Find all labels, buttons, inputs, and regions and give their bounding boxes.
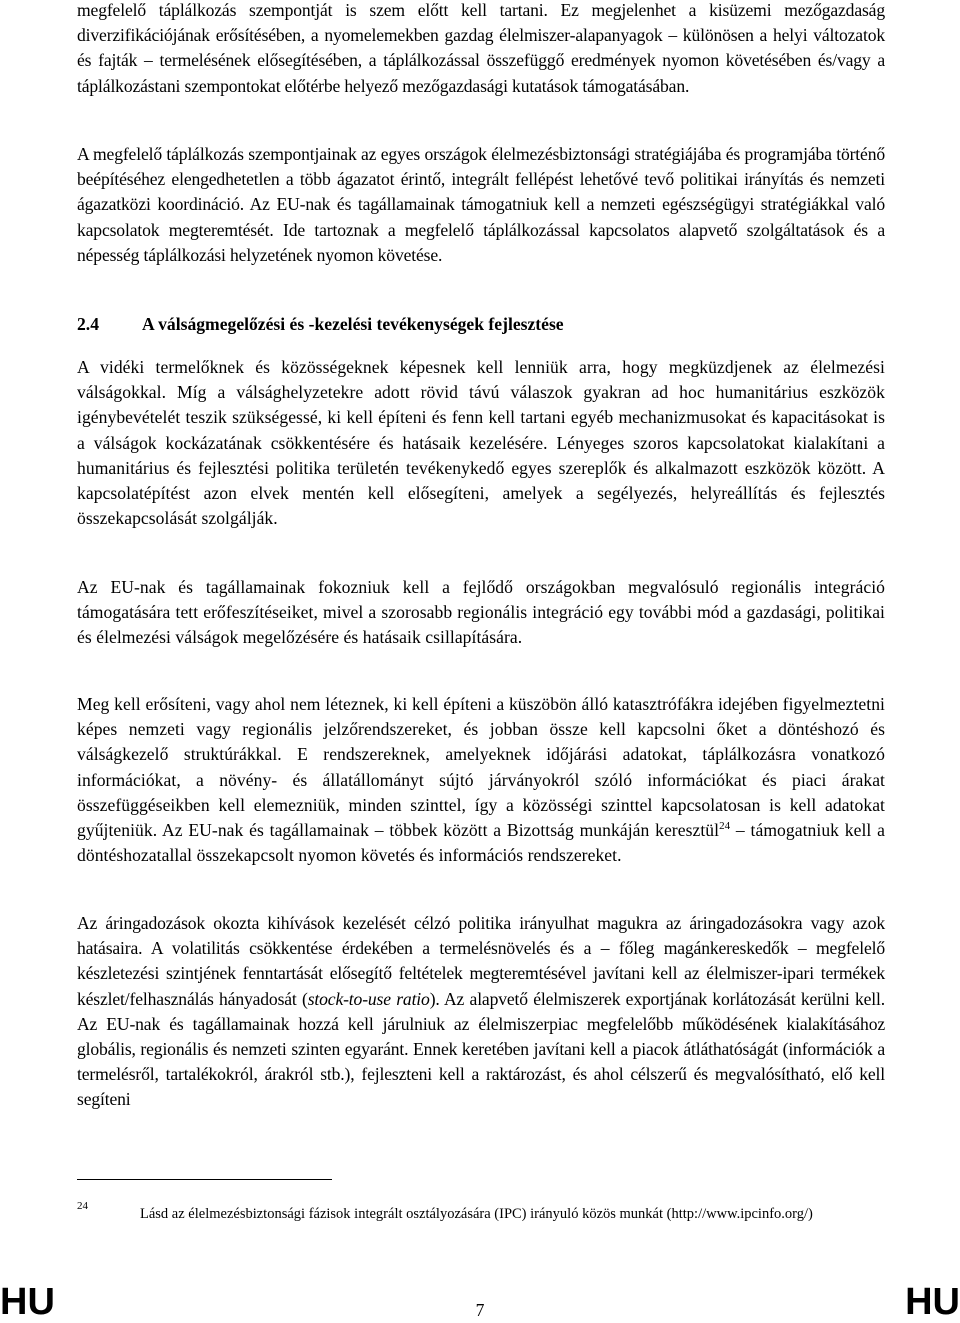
section-heading	[77, 312, 885, 337]
paragraph-regional-integration: Az EU-nak és tagállamainak fokozniuk kell a fejlődő országokban megvalósuló regionális integráció támogatására tett erőfeszítéseiket, mivel a szorosabb regionális integráció egy további mód a gazdasági, politikai és élelmezési válságok megelőzésére és hatásaik csillapítására.	[77, 577, 885, 648]
language-code-right: HU	[905, 1281, 960, 1323]
paragraph-price-volatility	[77, 911, 885, 1113]
footnote-text: Lásd az élelmezésbiztonsági fázisok integrált osztályozására (IPC) irányuló közös munkát (http://www.ipcinfo.org/)	[140, 1206, 813, 1222]
paragraph-text: ). Az alapvető élelmiszerek exportjának korlátozását kerülni kell. Az EU-nak és tagállamainak hozzá kell járulniuk az élelmiszerpiac megfelelőbb működésének kialakításához globális, regionális és nemzeti szinten egyaránt. Ennek keretében javítani kell a piacok átláthatóságát (információk a termelésről, tartalékokról, árakról stb.), fejleszteni kell a raktározást, és ahol célszerű és megvalósítható, elő kell segíteni	[77, 988, 886, 1110]
footnote-reference[interactable]: 24	[719, 820, 731, 833]
section-title: A válságmegelőzési és -kezelési tevékenységek fejlesztése	[142, 314, 564, 334]
page-number: 7	[475, 1300, 485, 1320]
language-code-left: HU	[0, 1281, 55, 1323]
paragraph-text: Meg kell erősíteni, vagy ahol nem léteznek, ki kell építeni a küszöbön álló katasztrófákra idejében figyelmeztetni képes nemzeti vagy regionális jelzőrendszereket, és jobban össze kell kapcsolni őket a döntéshozó és válságkezelő struktúrákkal. E rendszereknek, amelyeknek időjárási adatokat, táplálkozásra vonatkozó információkat, a növény- és állatállományt sújtó járványokról szóló információkat és piaci árakat összefüggéseikben kell elemezniük, minden szinttel, így a közösségi szinttel kapcsolatosan is kell adatokat gyűjteniük. Az EU-nak és tagállamainak – többek között a Bizottság munkáján keresztül	[77, 694, 885, 841]
paragraph-text: Az áringadozások okozta kihívások kezelését célzó politika irányulhat magukra az áringadozásokra vagy azok hatásaira. A volatilitás csökkentése érdekében a termelésnövelés és a – főleg magánkereskedők – megfelelő készletezési szintjének fenntartását elősegítő feltételek megteremtésével javítani kell az élelmiszer-ipari termékek készlet/felhasználás hányadosát (	[77, 913, 885, 1009]
paragraph-crisis-capacity: A vidéki termelőknek és közösségeknek képesnek kell lenniük arra, hogy megküzdjenek az élelmezési válságokkal. Míg a válsághelyzetekre adott rövid távú válaszok gyakran ad hoc humanitárius eszközök igénybevételét teszik szükségessé, ki kell építeni és fenn kell tartani egyéb mechanizmusokat és kapacitásokat is a válságok kockázatának csökkentésére és hatásaik kezelésére. Lényeges szoros kapcsolatokat kialakítani a humanitárius és fejlesztési politika területén tevékenykedő egyes szereplők és alkalmazott eszközök között. A kapcsolatépítést azon elvek mentén kell elősegíteni, amelyek a segélyezés, helyreállítás és fejlesztés összekapcsolását szolgálják.	[77, 357, 885, 529]
paragraph-nutrition-agriculture: megfelelő táplálkozás szempontját is szem előtt kell tartani. Ez megjelenhet a kisüzemi mezőgazdaság diverzifikációjának erősítésében, a nyomelemekben gazdag élelmiszer-alapanyagok – különösen a helyi változatok és fajták – termelésének elősegítésében, a táplálkozással összefüggő eredmények nyomon követésében és/vagy a táplálkozástani szempontokat előtérbe helyező mezőgazdasági kutatások támogatásában.	[77, 0, 885, 96]
italic-term: stock-to-use ratio	[307, 988, 430, 1009]
paragraph-nutrition-strategy: A megfelelő táplálkozás szempontjainak az egyes országok élelmezésbiztonsági stratégiájába és programjába történő beépítéséhez elengedhetetlen a több ágazatot érintő, integrált fellépést lehetővé tevő politikai irányítás és nemzeti ágazatközi koordináció. Az EU-nak és tagállamainak támogatniuk kell a nemzeti egészségügyi stratégiákkal való kapcsolatok megteremtését. Ide tartoznak a megfelelő táplálkozással kapcsolatos alapvető szolgáltatások és a népesség táplálkozási helyzetének nyomon követése.	[77, 144, 885, 265]
paragraph-text: – támogatniuk kell a döntéshozatallal összekapcsolt nyomon követés és információs rendszereket.	[77, 820, 885, 866]
footnote-number: 24	[77, 1200, 88, 1212]
section-number: 2.4	[77, 314, 99, 334]
paragraph-early-warning	[77, 692, 885, 868]
footnote-separator	[77, 1179, 332, 1180]
